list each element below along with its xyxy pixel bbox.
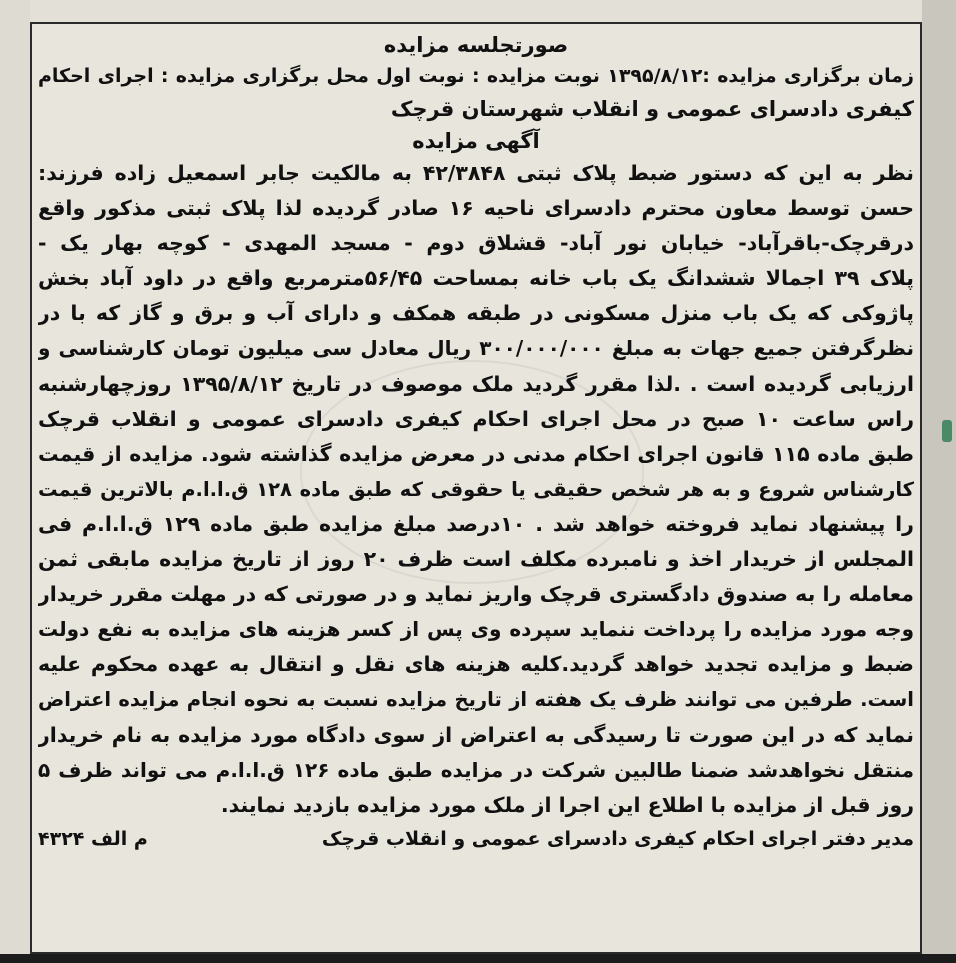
- body-line: نظر به این که دستور ضبط پلاک ثبتی ۴۲/۳۸۴۸ به مالکیت جابر اسمعیل زاده فرزند:: [38, 161, 914, 185]
- body-line: پاژوکی که یک باب منزل مسکونی در طبقه همکف و دارای آب و برق و گاز که با در: [38, 301, 914, 326]
- body-line: نظرگرفتن جمیع جهات به مبلغ ۳۰۰/۰۰۰/۰۰۰ ریال معادل سی میلیون تومان کارشناسی و: [38, 336, 914, 361]
- auction-notice: [38, 30, 914, 853]
- body-line: ضبط و مزایده تجدید خواهد گردید.کلیه هزینه های نقل و انتقال به عهده محکوم علیه: [38, 652, 914, 677]
- bottom-rule: [0, 954, 956, 963]
- header-line-2: کیفری دادسرای عمومی و انقلاب شهرستان قرچک: [390, 97, 914, 121]
- page-margin-right: [922, 0, 956, 963]
- body-line: معامله را به صندوق دادگستری قرچک واریز نماید و در صورتی که در مهلت مقرر خریدار: [38, 582, 914, 607]
- body-line: المجلس از خریدار اخذ و نامبرده مکلف است ظرف ۲۰ روز از تاریخ مزایده مابقی ثمن: [38, 547, 914, 572]
- body-line: منتقل نخواهدشد ضمنا طالبین شرکت در مزایده طبق ماده ۱۲۶ ق.ا.ا.م می تواند ظرف ۵: [38, 757, 914, 782]
- notice-body: [38, 156, 914, 823]
- signature: مدیر دفتر اجرای احکام کیفری دادسرای عمومی و انقلاب قرچک: [321, 827, 914, 850]
- body-line: کارشناس شروع و به هر شخص حقیقی یا حقوقی که طبق ماده ۱۲۸ ق.ا.ا.م بالاترین قیمت: [38, 477, 914, 501]
- reference-code: م الف ۴۳۲۴: [38, 827, 148, 850]
- body-line: راس ساعت ۱۰ صبح در محل اجرای احکام کیفری دادسرای عمومی و انقلاب قرچک: [38, 406, 914, 431]
- notice-footer: [38, 825, 914, 853]
- notice-title: صورتجلسه مزایده: [383, 33, 569, 57]
- body-line: را پیشنهاد نماید فروخته خواهد شد . ۱۰درصد مبلغ مزایده طبق ماده ۱۲۹ ق.ا.ا.م فی: [38, 511, 914, 536]
- body-line: است. طرفین می توانند ظرف یک هفته از تاریخ مزایده نسبت به نحوه انجام مزایده اعتراض: [38, 688, 914, 712]
- notice-subtitle: آگهی مزایده: [412, 129, 540, 153]
- body-line: وجه مورد مزایده را پرداخت ننماید سپرده وی پس از کسر هزینه های مزایده به نفع دولت: [38, 617, 914, 642]
- body-line: درقرچک-باقرآباد- خیابان نور آباد- قشلاق دوم - مسجد المهدی - کوچه بهار یک -: [38, 231, 914, 256]
- header-line-1: زمان برگزاری مزایده :۱۳۹۵/۸/۱۲ نوبت مزایده : نوبت اول محل برگزاری مزایده : اجرای احکام: [38, 65, 914, 87]
- body-line: حسن توسط معاون محترم دادسرای ناحیه ۱۶ صادر گردیده لذا پلاک ثبتی مذکور واقع: [38, 196, 914, 221]
- body-line: پلاک ۳۹ اجمالا ششدانگ یک باب خانه بمساحت ۵۶/۴۵مترمربع واقع در داود آباد بخش: [38, 266, 914, 291]
- body-line: نماید که در این صورت تا رسیدگی به اعتراض از سوی دادگاه مورد مزایده به نام خریدار: [38, 722, 914, 747]
- page-edge-mark: [942, 420, 952, 442]
- page-margin-left: [0, 0, 30, 963]
- body-line: ارزیابی گردیده است . .لذا مقرر گردید ملک موصوف در تاریخ ۱۳۹۵/۸/۱۲ روزچهارشنبه: [38, 371, 914, 396]
- body-line: طبق ماده ۱۱۵ قانون اجرای احکام مدنی در معرض مزایده گذاشته شود. مزایده از قیمت: [38, 441, 914, 466]
- body-line: روز قبل از مزایده با اطلاع این اجرا از ملک مورد مزایده بازدید نمایند.: [220, 792, 914, 817]
